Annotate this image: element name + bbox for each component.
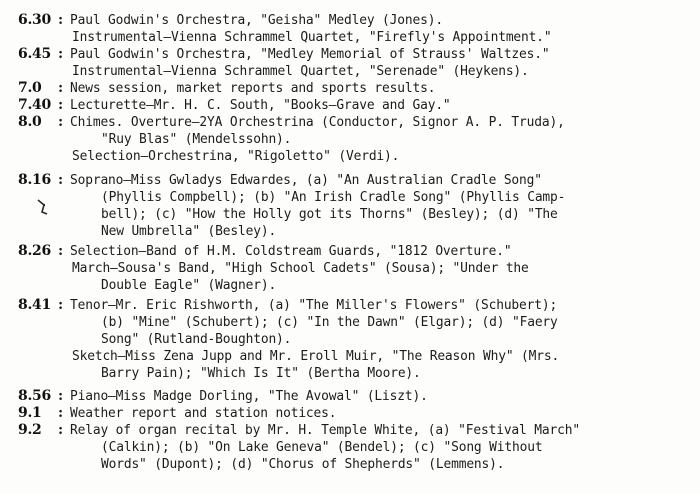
entry-time: 6.30 <box>18 12 51 28</box>
entry-line: Lecturette—Mr. H. C. South, "Books—Grave and Gay." <box>70 98 451 113</box>
time-separator: : <box>58 243 64 259</box>
time-separator: : <box>58 297 64 313</box>
entry-time: 9.1 <box>18 405 42 421</box>
entry-line: Selection—Band of H.M. Coldstream Guards, "1812 Overture." <box>70 244 512 259</box>
time-separator: : <box>58 12 64 28</box>
entry-line: "Ruy Blas" (Mendelssohn). <box>101 132 292 147</box>
entry-time: 7.40 <box>18 97 51 113</box>
time-separator: : <box>58 46 64 62</box>
entry-line: Weather report and station notices. <box>70 406 337 421</box>
entry-time: 8.26 <box>18 243 51 259</box>
time-separator: : <box>58 172 64 188</box>
time-separator: : <box>58 97 64 113</box>
entry-line: Song" (Rutland-Boughton). <box>101 332 292 347</box>
entry-line: Words" (Dupont); (d) "Chorus of Shepherds" (Lemmens). <box>101 457 505 472</box>
entry-line: Sketch—Miss Zena Jupp and Mr. Eroll Muir, "The Reason Why" (Mrs. <box>72 349 560 364</box>
pencil-mark <box>34 196 56 216</box>
entry-line: (b) "Mine" (Schubert); (c) "In the Dawn" (Elgar); (d) "Faery <box>101 315 558 330</box>
entry-line: Piano—Miss Madge Dorling, "The Avowal" (Liszt). <box>70 389 428 404</box>
entry-line: March—Sousa's Band, "High School Cadets" (Sousa); "Under the <box>72 261 529 276</box>
entry-line: New Umbrella" (Besley). <box>101 224 277 239</box>
entry-line: (Phyllis Compbell); (b) "An Irish Cradle Song" (Phyllis Camp- <box>101 190 566 205</box>
time-separator: : <box>58 422 64 438</box>
entry-time: 8.16 <box>18 172 51 188</box>
time-separator: : <box>58 388 64 404</box>
entry-line: Paul Godwin's Orchestra, "Geisha" Medley (Jones). <box>70 13 443 28</box>
entry-line: Instrumental—Vienna Schrammel Quartet, "Serenade" (Heykens). <box>72 64 529 79</box>
entry-line: Double Eagle" (Wagner). <box>101 278 277 293</box>
entry-line: (Calkin); (b) "On Lake Geneva" (Bendel); (c) "Song Without <box>101 440 543 455</box>
time-separator: : <box>58 405 64 421</box>
entry-time: 6.45 <box>18 46 51 62</box>
entry-line: bell); (c) "How the Holly got its Thorns" (Besley); (d) "The <box>101 207 558 222</box>
entry-line: Instrumental—Vienna Schrammel Quartet, "Firefly's Appointment." <box>72 30 552 45</box>
entry-line: Barry Pain); "Which Is It" (Bertha Moore). <box>101 366 421 381</box>
entry-time: 9.2 <box>18 422 42 438</box>
entry-time: 8.56 <box>18 388 51 404</box>
entry-line: Selection—Orchestrina, "Rigoletto" (Verdi). <box>72 149 400 164</box>
entry-line: Chimes. Overture—2YA Orchestrina (Conductor, Signor A. P. Truda), <box>70 115 565 130</box>
entry-time: 7.0 <box>18 80 42 96</box>
entry-line: Soprano—Miss Gwladys Edwardes, (a) "An Australian Cradle Song" <box>70 173 542 188</box>
time-separator: : <box>58 80 64 96</box>
entry-time: 8.0 <box>18 114 42 130</box>
time-separator: : <box>58 114 64 130</box>
entry-line: Tenor—Mr. Eric Rishworth, (a) "The Miller's Flowers" (Schubert); <box>70 298 558 313</box>
entry-line: News session, market reports and sports results. <box>70 81 436 96</box>
entry-time: 8.41 <box>18 297 51 313</box>
entry-line: Paul Godwin's Orchestra, "Medley Memorial of Strauss' Waltzes." <box>70 47 550 62</box>
entry-line: Relay of organ recital by Mr. H. Temple White, (a) "Festival March" <box>70 423 580 438</box>
